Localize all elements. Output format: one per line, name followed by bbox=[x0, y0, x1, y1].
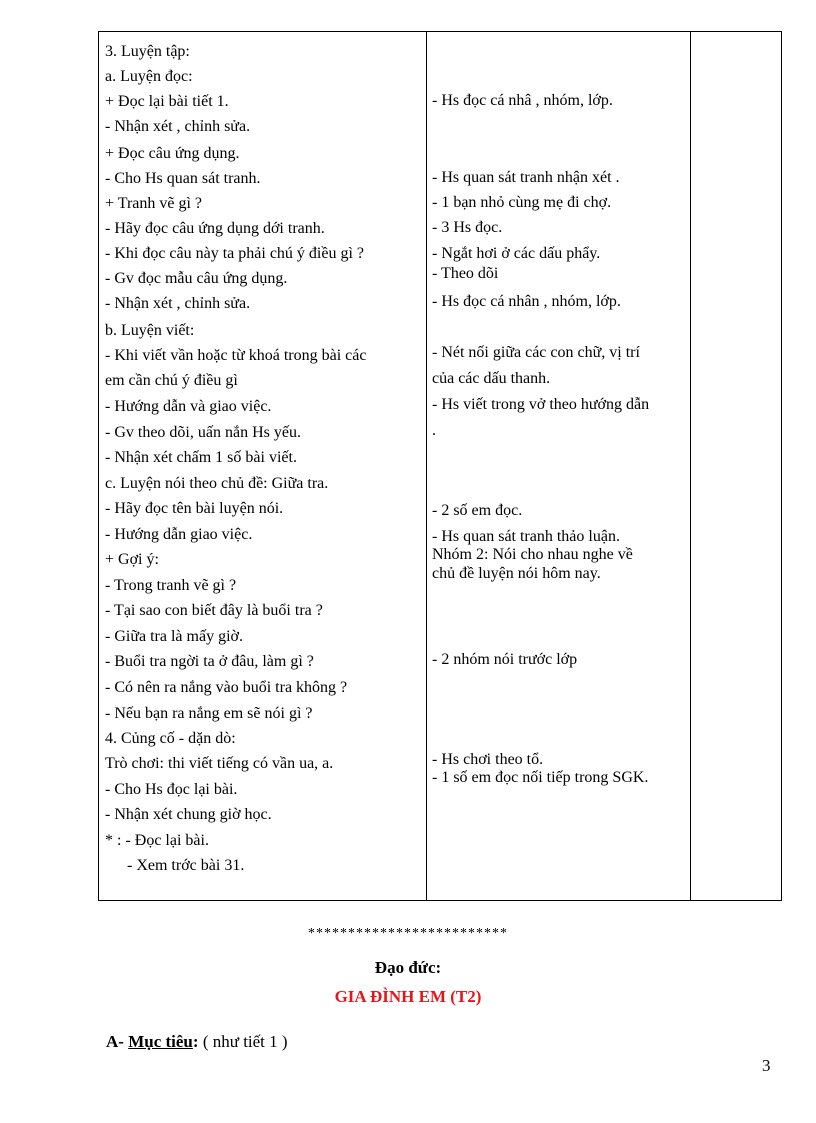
teacher-line: - Khi viết vần hoặc từ khoá trong bài các bbox=[105, 347, 367, 364]
table-border-bottom bbox=[98, 900, 782, 901]
teacher-line: - Buổi tra ngời ta ở đâu, làm gì ? bbox=[105, 653, 314, 670]
teacher-line: em cần chú ý điều gì bbox=[105, 372, 238, 389]
teacher-line: - Xem trớc bài 31. bbox=[127, 857, 245, 874]
student-line: - Theo dõi bbox=[432, 265, 499, 282]
teacher-line: + Gợi ý: bbox=[105, 551, 159, 568]
student-line: - 1 số em đọc nối tiếp trong SGK. bbox=[432, 769, 649, 786]
teacher-line: - Hãy đọc tên bài luyện nói. bbox=[105, 500, 284, 517]
lesson-title: GIA ĐÌNH EM (T2) bbox=[334, 987, 482, 1006]
teacher-line: a. Luyện đọc: bbox=[105, 68, 193, 85]
table-border-left bbox=[98, 31, 99, 901]
teacher-line: - Có nên ra nắng vào buổi tra không ? bbox=[105, 679, 348, 696]
teacher-line: 3. Luyện tập: bbox=[105, 43, 190, 60]
student-line: - Hs chơi theo tổ. bbox=[432, 751, 544, 768]
teacher-line: - Hãy đọc câu ứng dụng dới tranh. bbox=[105, 220, 325, 237]
table-divider-1 bbox=[426, 31, 427, 901]
student-line: chủ đề luyện nói hôm nay. bbox=[432, 565, 601, 582]
student-line: - Hs đọc cá nhâ , nhóm, lớp. bbox=[432, 92, 613, 109]
student-line: - Hs quan sát tranh thảo luận. bbox=[432, 528, 620, 545]
teacher-line: - Cho Hs đọc lại bài. bbox=[105, 781, 238, 798]
subject-heading: Đạo đức: bbox=[374, 958, 442, 977]
teacher-line: - Giữa tra là mấy giờ. bbox=[105, 628, 243, 645]
teacher-line: - Khi đọc câu này ta phải chú ý điều gì ? bbox=[105, 245, 365, 262]
teacher-line: - Gv đọc mẫu câu ứng dụng. bbox=[105, 270, 288, 287]
teacher-line: - Trong tranh vẽ gì ? bbox=[105, 577, 237, 594]
student-line: Nhóm 2: Nói cho nhau nghe về bbox=[432, 546, 633, 563]
student-line: - 3 Hs đọc. bbox=[432, 219, 503, 236]
teacher-line: - Hướng dẫn và giao việc. bbox=[105, 398, 272, 415]
teacher-line: - Hướng dẫn giao việc. bbox=[105, 526, 253, 543]
teacher-line: + Đọc lại bài tiết 1. bbox=[105, 93, 229, 110]
table-border-top bbox=[98, 31, 782, 32]
teacher-line: b. Luyện viết: bbox=[105, 322, 195, 339]
teacher-line: Trò chơi: thi viết tiếng có vần ua, a. bbox=[105, 755, 334, 772]
objective-value: ( như tiết 1 ) bbox=[198, 1032, 288, 1051]
objective-line bbox=[106, 1032, 288, 1052]
student-line: - 1 bạn nhỏ cùng mẹ đi chợ. bbox=[432, 194, 612, 211]
table-border-right bbox=[781, 31, 782, 901]
objective-label: A- Mục tiêu: bbox=[106, 1032, 199, 1051]
teacher-line: - Nhận xét , chỉnh sửa. bbox=[105, 295, 251, 312]
teacher-line: 4. Củng cố - dặn dò: bbox=[105, 730, 236, 747]
student-line: - Hs quan sát tranh nhận xét . bbox=[432, 169, 620, 186]
table-divider-2 bbox=[690, 31, 691, 901]
section-separator: ************************* bbox=[308, 926, 508, 941]
student-line: - Ngắt hơi ở các dấu phẩy. bbox=[432, 245, 601, 262]
teacher-line: - Nhận xét chấm 1 số bài viết. bbox=[105, 449, 297, 466]
teacher-line: - Nhận xét , chỉnh sửa. bbox=[105, 118, 251, 135]
teacher-line: - Cho Hs quan sát tranh. bbox=[105, 170, 261, 187]
student-line: - Hs viết trong vở theo hướng dẫn bbox=[432, 396, 650, 413]
teacher-line: - Gv theo dõi, uấn nắn Hs yếu. bbox=[105, 424, 301, 441]
teacher-line: + Đọc câu ứng dụng. bbox=[105, 145, 240, 162]
teacher-line: + Tranh vẽ gì ? bbox=[105, 195, 203, 212]
teacher-line: - Tại sao con biết đây là buổi tra ? bbox=[105, 602, 323, 619]
student-line: của các dấu thanh. bbox=[432, 370, 551, 387]
student-line: - Nét nối giữa các con chữ, vị trí bbox=[432, 344, 640, 361]
teacher-line: c. Luyện nói theo chủ đề: Giữa tra. bbox=[105, 475, 329, 492]
page-number: 3 bbox=[762, 1056, 771, 1075]
student-line: - Hs đọc cá nhân , nhóm, lớp. bbox=[432, 293, 621, 310]
student-line: - 2 số em đọc. bbox=[432, 502, 523, 519]
student-line: . bbox=[432, 422, 436, 439]
teacher-line: - Nhận xét chung giờ học. bbox=[105, 806, 272, 823]
teacher-line: - Nếu bạn ra nắng em sẽ nói gì ? bbox=[105, 705, 313, 722]
student-line: - 2 nhóm nói trước lớp bbox=[432, 651, 578, 668]
teacher-line: * : - Đọc lại bài. bbox=[105, 832, 209, 849]
